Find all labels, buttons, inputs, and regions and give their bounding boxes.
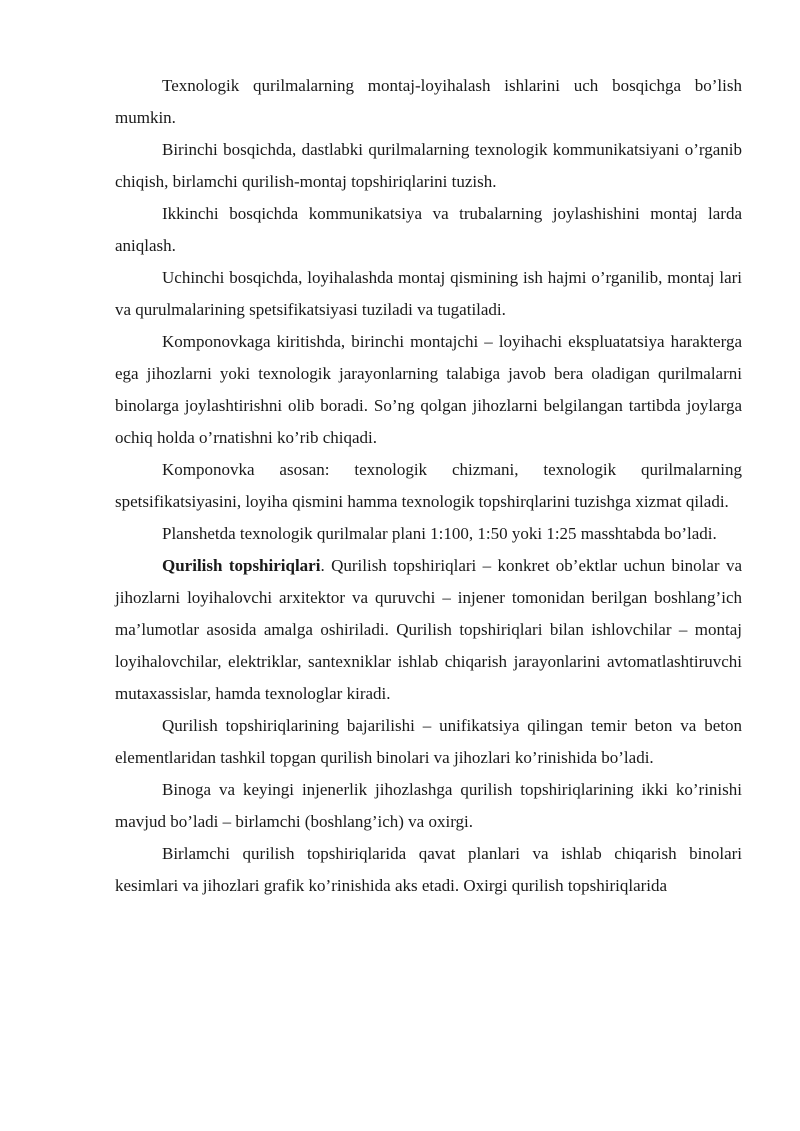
paragraph-text: Ikkinchi bosqichda kommunikatsiya va trubalarning joylashishini montaj larda aniqlash.: [115, 204, 742, 255]
paragraph-text: . Qurilish topshiriqlari – konkret ob’ektlar uchun binolar va jihozlarni loyihalovchi arxitektor va quruvchi – injener tomonidan berilgan boshlang’ich ma’lumotlar asosida amalga oshiriladi. Qurilish topshiriqlari bilan ishlovchilar – montaj loyihalovchilar, elektriklar, santexniklar ishlab chiqarish jarayonlarini avtomatlashtiruvchi mutaxassislar, hamda texnologlar kiradi.: [115, 556, 743, 703]
document-page: [115, 70, 742, 902]
paragraph-3: [115, 198, 742, 262]
paragraph-4: [115, 262, 742, 326]
paragraph-text: Komponovkaga kiritishda, birinchi montajchi – loyihachi ekspluatatsiya harakterga ega jihozlarni yoki texnologik jarayonlarning talabiga javob bera oladigan qurilmalarni binolarga joylashtirishni olib boradi. So’ng qolgan jihozlarni belgilangan tartibda joylarga ochiq holda o’rnatishni ko’rib chiqadi.: [115, 332, 742, 447]
paragraph-text: Texnologik qurilmalarning montaj-loyihalash ishlarini uch bosqichga bo’lish mumkin.: [115, 76, 742, 127]
paragraph-2: [115, 134, 742, 198]
paragraph-text: Uchinchi bosqichda, loyihalashda montaj qismining ish hajmi o’rganilib, montaj lari va qurulmalarining spetsifikatsiyasi tuziladi va tugatiladi.: [115, 268, 742, 319]
paragraph-8: [115, 550, 742, 710]
paragraph-text: Planshetda texnologik qurilmalar plani 1:100, 1:50 yoki 1:25 masshtabda bo’ladi.: [162, 524, 717, 543]
paragraph-text: Birinchi bosqichda, dastlabki qurilmalarning texnologik kommunikatsiyani o’rganib chiqish, birlamchi qurilish-montaj topshiriqlarini tuzish.: [115, 140, 742, 191]
paragraph-5: [115, 326, 742, 454]
paragraph-text: Qurilish topshiriqlarining bajarilishi – unifikatsiya qilingan temir beton va beton elementlaridan tashkil topgan qurilish binolari va jihozlari ko’rinishida bo’ladi.: [115, 716, 742, 767]
paragraph-7: [115, 518, 742, 550]
paragraph-9: [115, 710, 742, 774]
section-heading: Qurilish topshiriqlari: [162, 556, 321, 575]
paragraph-text: Birlamchi qurilish topshiriqlarida qavat planlari va ishlab chiqarish binolari kesimlari va jihozlari grafik ko’rinishida aks etadi. Oxirgi qurilish topshiriqlarida: [115, 844, 742, 895]
paragraph-text: Binoga va keyingi injenerlik jihozlashga qurilish topshiriqlarining ikki ko’rinishi mavjud bo’ladi – birlamchi (boshlang’ich) va oxirgi.: [115, 780, 742, 831]
paragraph-6: [115, 454, 742, 518]
paragraph-text: Komponovka asosan: texnologik chizmani, texnologik qurilmalarning spetsifikatsiyasini, loyiha qismini hamma texnologik topshirqlarini tuzishga xizmat qiladi.: [115, 460, 742, 511]
paragraph-11: [115, 838, 742, 902]
paragraph-1: [115, 70, 742, 134]
paragraph-10: [115, 774, 742, 838]
